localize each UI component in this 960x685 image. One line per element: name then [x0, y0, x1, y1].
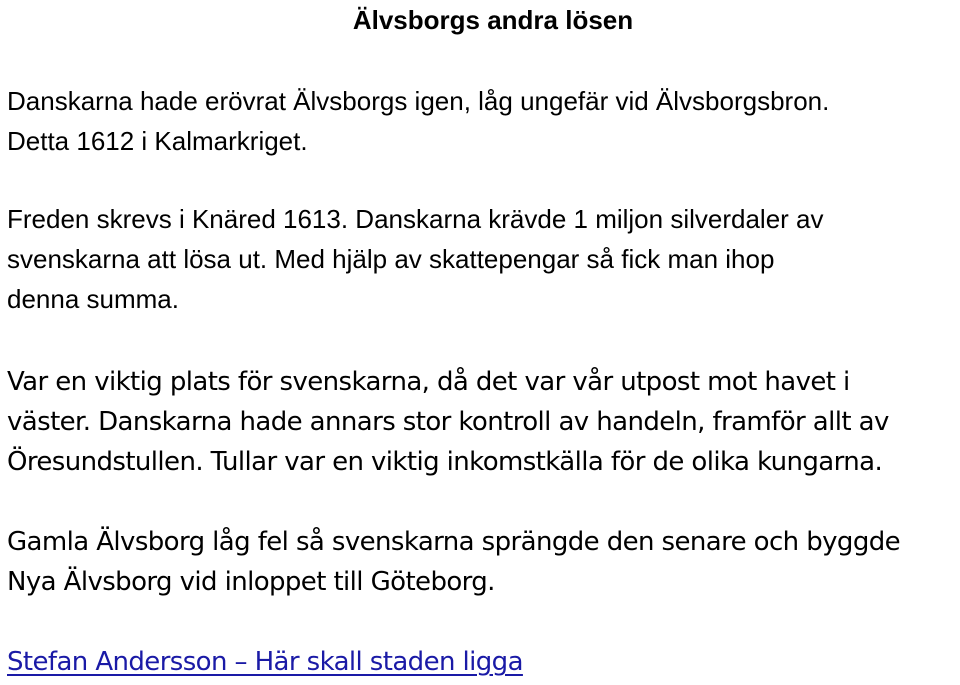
- paragraph-4: [7, 522, 957, 602]
- paragraph-line: Gamla Älvsborg låg fel så svenskarna sprängde den senare och byggde: [7, 527, 901, 557]
- paragraph-line: Var en viktig plats för svenskarna, då det var vår utpost mot havet i: [7, 367, 850, 397]
- paragraph-line: Nya Älvsborg vid inloppet till Göteborg.: [7, 567, 495, 597]
- paragraph-line: Detta 1612 i Kalmarkriget.: [7, 126, 308, 156]
- paragraph-2: [7, 199, 957, 319]
- source-link[interactable]: Stefan Andersson – Här skall staden ligga: [7, 647, 523, 677]
- paragraph-3: [7, 362, 957, 482]
- page-title: Älvsborgs andra lösen: [352, 5, 634, 35]
- paragraph-1: [7, 81, 957, 161]
- paragraph-line: Öresundstullen. Tullar var en viktig inkomstkälla för de olika kungarna.: [7, 447, 883, 477]
- paragraph-line: Danskarna hade erövrat Älvsborgs igen, låg ungefär vid Älvsborgsbron.: [7, 86, 830, 116]
- paragraph-line: denna summa.: [7, 284, 179, 314]
- paragraph-line: väster. Danskarna hade annars stor kontroll av handeln, framför allt av: [7, 407, 889, 437]
- paragraph-line: svenskarna att lösa ut. Med hjälp av skattepengar så fick man ihop: [7, 244, 775, 274]
- paragraph-line: Freden skrevs i Knäred 1613. Danskarna krävde 1 miljon silverdaler av: [7, 204, 824, 234]
